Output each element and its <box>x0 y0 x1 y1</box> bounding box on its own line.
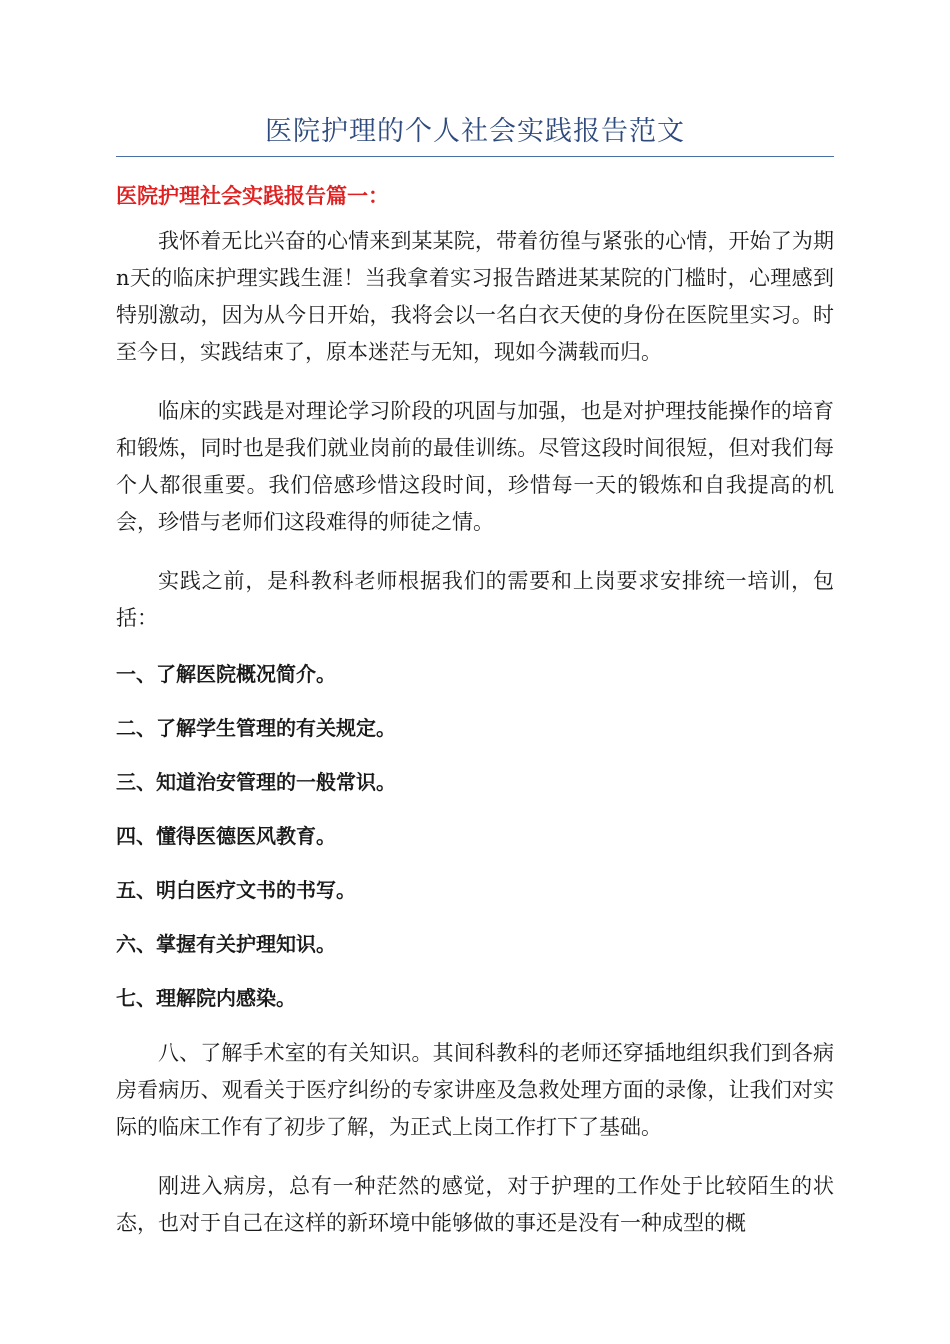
document-title: 医院护理的个人社会实践报告范文 <box>116 112 834 157</box>
list-item: 一、了解医院概况简介。 <box>116 662 336 686</box>
list-item: 五、明白医疗文书的书写。 <box>116 878 356 902</box>
list-item: 二、了解学生管理的有关规定。 <box>116 716 396 740</box>
training-list <box>116 657 834 1015</box>
section-heading: 医院护理社会实践报告篇一： <box>116 184 389 208</box>
list-item: 三、知道治安管理的一般常识。 <box>116 770 396 794</box>
paragraph-training: 实践之前，是科教科老师根据我们的需要和上岗要求安排统一培训，包括： <box>116 569 834 630</box>
paragraph-operating-room: 八、了解手术室的有关知识。其间科教科的老师还穿插地组织我们到各病房看病历、观看关于医疗纠纷的专家讲座及急救处理方面的录像，让我们对实际的临床工作有了初步了解，为正式上岗工作打下了基础。 <box>116 1041 834 1139</box>
list-item: 四、懂得医德医风教育。 <box>116 824 336 848</box>
paragraph-intro: 我怀着无比兴奋的心情来到某某院，带着彷徨与紧张的心情，开始了为期n天的临床护理实践生涯！当我拿着实习报告踏进某某院的门槛时，心理感到特别激动，因为从今日开始，我将会以一名白衣天使的身份在医院里实习。时至今日，实践结束了，原本迷茫与无知，现如今满载而归。 <box>116 229 834 364</box>
list-item: 六、掌握有关护理知识。 <box>116 932 336 956</box>
document-page <box>116 112 834 1242</box>
paragraph-ward: 刚进入病房，总有一种茫然的感觉，对于护理的工作处于比较陌生的状态，也对于自己在这样的新环境中能够做的事还是没有一种成型的概 <box>116 1174 834 1235</box>
paragraph-practice: 临床的实践是对理论学习阶段的巩固与加强，也是对护理技能操作的培育和锻炼，同时也是我们就业岗前的最佳训练。尽管这段时间很短，但对我们每个人都很重要。我们倍感珍惜这段时间，珍惜每一天的锻炼和自我提高的机会，珍惜与老师们这段难得的师徒之情。 <box>116 399 834 534</box>
list-item: 七、理解院内感染。 <box>116 986 296 1010</box>
